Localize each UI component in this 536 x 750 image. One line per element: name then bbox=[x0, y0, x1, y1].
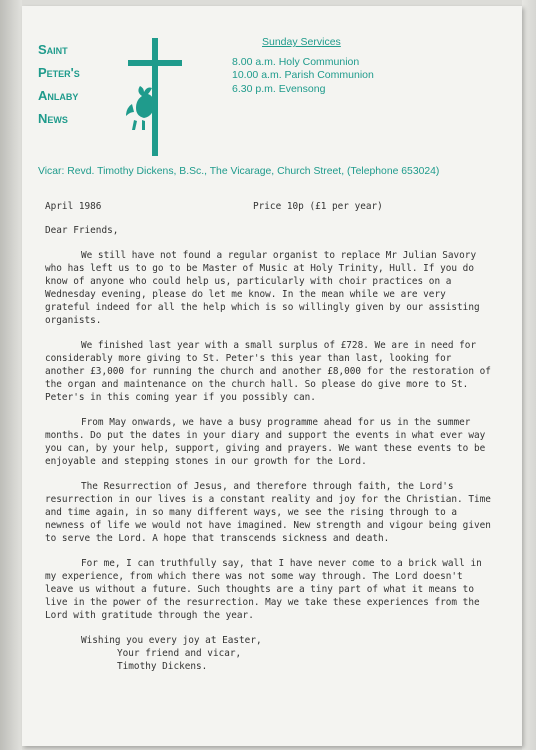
services-heading: Sunday Services bbox=[262, 36, 341, 48]
signoff-line: Your friend and vicar, bbox=[117, 648, 242, 659]
masthead-line-3: Anlaby bbox=[38, 88, 79, 103]
vicar-address-line: Vicar: Revd. Timothy Dickens, B.Sc., The Vicarage, Church Street, (Telephone 653024) bbox=[38, 166, 440, 177]
letter-greeting: Dear Friends, bbox=[45, 225, 119, 236]
letter-body bbox=[45, 200, 495, 673]
letter-paragraph: From May onwards, we have a busy programme ahead for us in the summer months. Do put the dates in your diary and support the events in what ever way you can, by your help, support, giving and prayers. We want these events to be enjoyable and stepping stones in our growth for the Lord. bbox=[45, 417, 486, 467]
cross-and-cockerel-logo bbox=[124, 38, 214, 158]
letter-paragraph: The Resurrection of Jesus, and therefore through faith, the Lord's resurrection in our lives is a constant reality and joy for the Christian. Time and time again, in so many different ways, we see the rising through to a newness of life we would not have imagined. New strength and vigour being given to serve the Lord. A hope that transcends sickness and death. bbox=[45, 481, 491, 544]
letter-paragraph: For me, I can truthfully say, that I have never come to a brick wall in my experience, from which there was not some way through. The Lord doesn't leave us without a future. Such thoughts are a tiny part of what it means to live in the power of the resurrection. May we take these experiences from the Lord with gratitude through the year. bbox=[45, 558, 482, 621]
service-time: 8.00 a.m. bbox=[232, 55, 276, 68]
closing-line: Wishing you every joy at Easter, bbox=[81, 635, 262, 646]
cockerel-icon bbox=[126, 86, 154, 130]
scan-background-left bbox=[0, 0, 22, 750]
date-price-row bbox=[45, 200, 495, 216]
scan-background-right bbox=[522, 0, 536, 750]
issue-price: Price 10p (£1 per year) bbox=[253, 201, 383, 212]
service-time: 6.30 p.m. bbox=[232, 82, 276, 95]
masthead-line-4: News bbox=[38, 111, 68, 126]
cross-icon bbox=[128, 38, 182, 156]
service-name: Parish Communion bbox=[284, 69, 374, 81]
letter-paragraph: We still have not found a regular organist to replace Mr Julian Savory who has left us to go to be Master of Music at Holy Trinity, Hull. If you do know of anyone who could help us, particularly with choir practices on a Wednesday evening, please do let me know. In the mean while we are very grateful indeed for all the help which is so willingly given by our assisting organists. bbox=[45, 250, 480, 326]
service-row bbox=[232, 69, 374, 83]
service-name: Evensong bbox=[278, 82, 326, 95]
signature-name: Timothy Dickens. bbox=[117, 661, 208, 672]
masthead-line-1: Saint bbox=[38, 42, 68, 57]
service-time: 10.00 a.m. bbox=[232, 69, 282, 81]
issue-date: April 1986 bbox=[45, 201, 102, 212]
letter-paragraph: We finished last year with a small surplus of £728. We are in need for considerably more giving to St. Peter's this year than last, looking for another £3,000 for running the church and another £8,000 for the restoration of the organ and maintenance on the church hall. So please do give more to St. Peter's in this coming year if you possibly can. bbox=[45, 340, 491, 403]
letter-closing bbox=[45, 634, 495, 673]
sunday-services-box bbox=[232, 36, 374, 96]
service-row bbox=[232, 56, 374, 70]
service-row bbox=[232, 83, 374, 97]
masthead-line-2: Peter's bbox=[38, 65, 80, 80]
masthead-title bbox=[38, 38, 80, 130]
service-name: Holy Communion bbox=[278, 55, 360, 68]
